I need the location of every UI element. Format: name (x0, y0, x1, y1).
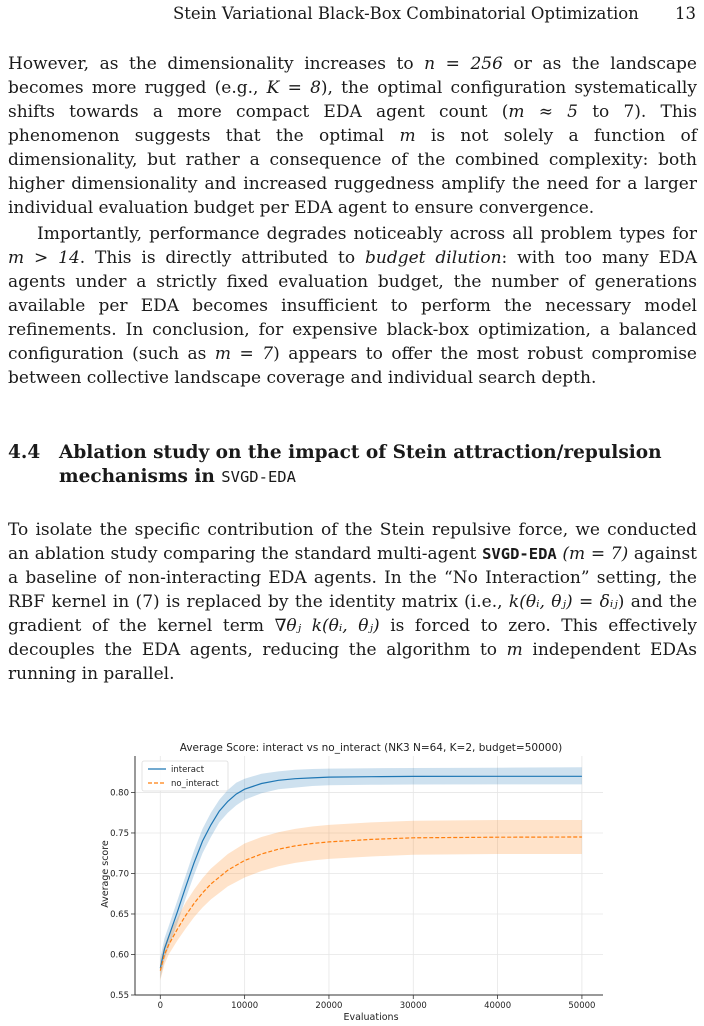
x-tick-label-3: 30000 (399, 1001, 427, 1011)
y-tick-label-3: 0.70 (110, 869, 129, 880)
p2-text-4: ) appears to offer the most robust compromise between collective landscape coverage and individual search depth. (8, 344, 697, 388)
y-tick-label-0: 0.55 (110, 991, 129, 1001)
paragraph-3 (8, 518, 697, 686)
p3-text-4: is forced to zero. This effectively decouples the EDA agents, reducing the algorithm to (8, 616, 697, 660)
p1-math-4: m (399, 126, 416, 146)
section-number: 4.4 (8, 442, 41, 463)
p3-text-2: against a baseline of non-interacting EDA agents. In the “No Interaction” setting, the RBF kernel in (7) is replaced by the identity matrix (i.e., (8, 544, 698, 612)
y-tick-label-5: 0.80 (110, 788, 129, 799)
p2-math-2: m = 7 (214, 344, 274, 364)
section-title (59, 441, 689, 489)
y-tick-label-2: 0.65 (110, 909, 129, 920)
band-no_interact (160, 820, 582, 980)
running-title: Stein Variational Black-Box Combinatorial Optimization (173, 4, 639, 23)
p1-math-1: n = 256 (424, 54, 503, 74)
x-tick-label-4: 40000 (484, 1001, 512, 1011)
p1-text-1: However, as the dimensionality increases to (8, 54, 425, 74)
p1-text-2: or as the landscape becomes more rugged (e.g., (8, 54, 697, 98)
p2-math-1: m > 14 (8, 248, 80, 268)
section-title-text: Ablation study on the impact of Stein attraction/repulsion mechanisms in (59, 442, 662, 487)
p3-text-1: To isolate the specific contribution of the Stein repulsive force, we conducted an ablation study comparing the standard multi-agent (8, 520, 697, 564)
chart-title: Average Score: interact vs no_interact (NK3 N=64, K=2, budget=50000) (179, 742, 563, 754)
series-line-no_interact (160, 837, 582, 971)
p3-math-3: ∇θⱼ k(θᵢ, θⱼ) (274, 616, 380, 636)
p3-code: SVGD-EDA (482, 545, 557, 563)
line-chart (90, 737, 620, 1026)
p2-text-3: : with too many EDA agents under a strictly fixed evaluation budget, the number of generations available per EDA becomes insufficient to perform the necessary model refinements. In conclusion, for expensive black-box optimization, a balanced configuration (such as (8, 248, 697, 364)
paragraph-2 (8, 222, 697, 390)
p1-math-3: m ≈ 5 (508, 102, 578, 122)
section-title-code: SVGD-EDA (221, 468, 296, 486)
x-tick-label-0: 0 (157, 1001, 164, 1011)
page-number: 13 (675, 4, 696, 23)
p3-math-2: k(θᵢ, θⱼ) = δᵢⱼ (508, 592, 618, 612)
p2-emphasis: budget dilution (365, 248, 502, 268)
legend-label-interact: interact (171, 765, 205, 775)
p1-text-4: to 7). This phenomenon suggests that the optimal (8, 102, 697, 146)
x-tick-label-1: 10000 (231, 1001, 259, 1011)
y-tick-label-4: 0.75 (110, 828, 129, 839)
p1-text-5: is not solely a function of dimensionality, but rather a consequence of the combined complexity: both higher dimensionality and increased ruggedness amplify the need for a larger individual evaluation budget per EDA agent to ensure convergence. (8, 126, 698, 218)
p2-text-2: . This is directly attributed to (79, 248, 365, 268)
legend-label-no-interact: no_interact (171, 779, 219, 789)
x-tick-label-5: 50000 (568, 1001, 596, 1011)
p2-text-1: Importantly, performance degrades noticeably across all problem types for (37, 224, 697, 244)
p1-text-3: ), the optimal configuration systematically shifts towards a more compact EDA agent count ( (8, 78, 697, 122)
x-axis-label: Evaluations (343, 1012, 399, 1023)
x-tick-label-2: 20000 (315, 1001, 343, 1011)
p1-math-2: K = 8 (266, 78, 321, 98)
running-header (0, 4, 704, 24)
ablation-figure (90, 737, 620, 1026)
p3-math-1: (m = 7) (556, 544, 629, 564)
p3-text-3: ) and the gradient of the kernel term (8, 592, 698, 636)
y-tick-label-1: 0.60 (110, 950, 129, 961)
p3-math-4: m (506, 640, 523, 660)
p3-text-5: independent EDAs running in parallel. (8, 640, 697, 684)
y-axis-label: Average score (100, 840, 111, 908)
paragraph-1 (8, 52, 697, 220)
chart-legend (142, 761, 228, 791)
